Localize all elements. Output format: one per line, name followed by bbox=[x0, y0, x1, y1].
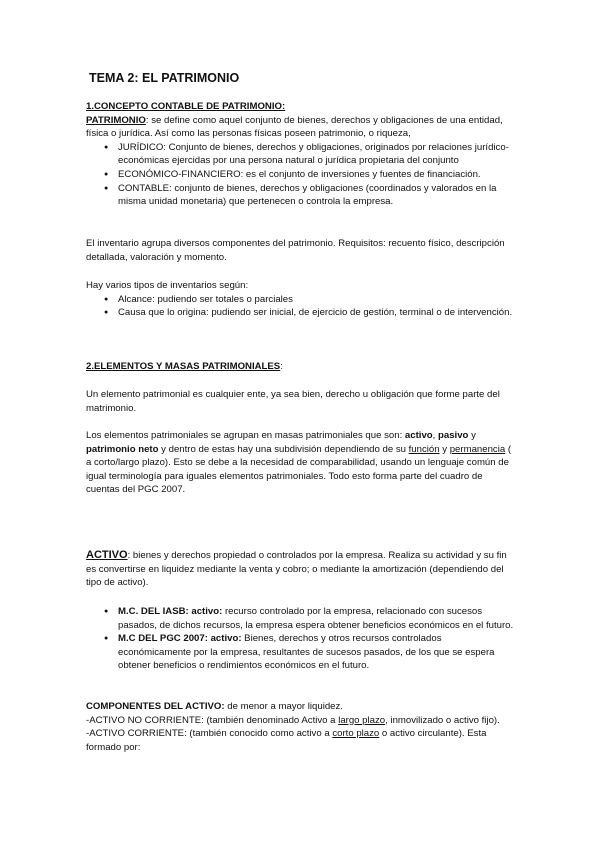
masas-t2: y dentro de estas hay una subdivisión dependiendo de su bbox=[158, 443, 409, 455]
masas-paragraph bbox=[86, 429, 516, 497]
page-title: TEMA 2: EL PATRIMONIO bbox=[89, 71, 240, 85]
componentes-line bbox=[86, 700, 516, 714]
section-2-colon: : bbox=[280, 361, 283, 372]
section-2-heading-line bbox=[86, 360, 516, 374]
iasb-text: recurso controlado por la empresa, relacionado con sucesos pasados, de dichos recursos, la empresa espera obtener beneficios económicos en el futuro. bbox=[118, 606, 514, 631]
pgc-label: M.C DEL PGC 2007: activo: bbox=[118, 633, 242, 645]
patrimonio-bullets bbox=[86, 141, 516, 209]
masas-activo: activo bbox=[404, 430, 433, 441]
masas-comma: , bbox=[432, 430, 438, 441]
componentes-text: de menor a mayor liquidez. bbox=[224, 701, 343, 712]
activo-bullets-block bbox=[86, 605, 516, 673]
types-intro: Hay varios tipos de inventarios según: bbox=[86, 280, 249, 291]
masas-funcion: función bbox=[408, 443, 440, 455]
section-1 bbox=[86, 100, 516, 209]
patrimonio-definition bbox=[86, 114, 516, 141]
activo-bullets bbox=[86, 605, 516, 673]
nc-text-2: , inmovilizado o activo fijo). bbox=[385, 714, 500, 726]
bullet-contable: ● CONTABLE: conjunto de bienes, derechos y obligaciones (coordinados y valorados en la misma unidad monetaria) que pertenecen o controla la empresa. bbox=[86, 182, 516, 209]
masas-pasivo: pasivo bbox=[438, 430, 469, 441]
activo-paragraph bbox=[86, 549, 516, 590]
masas-y: y bbox=[468, 430, 476, 441]
masas-t1: Los elementos patrimoniales se agrupan en masas patrimoniales que son: bbox=[86, 430, 405, 441]
activo-term: ACTIVO bbox=[86, 549, 128, 561]
c-corto-plazo: corto plazo bbox=[332, 728, 380, 740]
inventory-paragraph bbox=[86, 237, 516, 264]
inventory-types bbox=[86, 279, 516, 320]
bullet-iasb bbox=[86, 605, 516, 632]
componentes-label: COMPONENTES DEL ACTIVO: bbox=[86, 701, 225, 712]
inventory-text: El inventario agrupa diversos componentes del patrimonio. Requisitos: recuento físico, descripción detallada, valoración y momento. bbox=[86, 238, 505, 263]
masas-y2: y bbox=[439, 443, 450, 455]
section-1-heading: 1.CONCEPTO CONTABLE DE PATRIMONIO: bbox=[86, 101, 286, 112]
section-2-heading bbox=[86, 360, 516, 374]
bullet-juridico: ● JURÍDICO: Conjunto de bienes, derechos y obligaciones, originados por relaciones jurídico- económicas ejercidas por una persona natural o jurídica propietaria del conjunto bbox=[86, 141, 516, 168]
pgc-text: Bienes, derechos y otros recursos controlados económicamente por la empresa, resultantes de sucesos pasados, de los que se espera obtener beneficios o rendimientos económicos en el futuro. bbox=[118, 633, 495, 672]
masas-t3: ( a corto/largo plazo). Esto se debe a la necesidad de comparabilidad, usando un lenguaje común de igual terminología para iguales elementos patrimoniales. Todo esto forma parte del cuadro de cuentas del PGC 2007. bbox=[86, 443, 512, 496]
types-list bbox=[86, 293, 516, 320]
element-def-text: Un elemento patrimonial es cualquier ente, ya sea bien, derecho u obligación que forme parte del matrimonio. bbox=[86, 389, 500, 414]
masas-text bbox=[86, 429, 516, 497]
nc-text-1: -ACTIVO NO CORRIENTE: (también denominado Activo a bbox=[86, 714, 339, 726]
nc-largo-plazo: largo plazo bbox=[338, 714, 386, 726]
activo-no-corriente-line bbox=[86, 714, 516, 728]
masas-permanencia: permanencia bbox=[449, 443, 506, 455]
bullet-pgc bbox=[86, 632, 516, 673]
componentes-block bbox=[86, 700, 516, 754]
element-paragraph bbox=[86, 388, 516, 415]
patrimonio-term: PATRIMONIO bbox=[86, 114, 146, 126]
masas-neto: patrimonio neto bbox=[86, 443, 159, 455]
activo-def-text: : bienes y derechos propiedad o controlados por la empresa. Realiza su actividad y su fin es convertirse en liquidez mediante la venta y cobro; o mediante la amortización (dependiendo del tipo de activo). bbox=[86, 550, 507, 589]
type-causa: ● Causa que lo origina: pudiendo ser inicial, de ejercicio de gestión, terminal o de intervención. bbox=[86, 306, 516, 320]
iasb-label: M.C. DEL IASB: activo: bbox=[118, 606, 223, 617]
activo-corriente-line bbox=[86, 727, 516, 754]
type-alcance: ● Alcance: pudiendo ser totales o parciales bbox=[86, 293, 516, 307]
c-text-1: -ACTIVO CORRIENTE: (también conocido como activo a bbox=[86, 728, 333, 740]
patrimonio-def-text: : se define como aquel conjunto de bienes, derechos y obligaciones de una entidad, física o jurídica. Así como las personas físicas poseen patrimonio, o riqueza, bbox=[86, 114, 503, 140]
activo-definition bbox=[86, 549, 516, 590]
bullet-economico: ● ECONÓMICO-FINANCIERO: es el conjunto de inversiones y fuentes de financiación. bbox=[86, 168, 516, 182]
section-2-heading-text: 2.ELEMENTOS Y MASAS PATRIMONIALES bbox=[86, 361, 281, 372]
c-text-2: o activo circulante). Esta formado por: bbox=[86, 728, 487, 753]
